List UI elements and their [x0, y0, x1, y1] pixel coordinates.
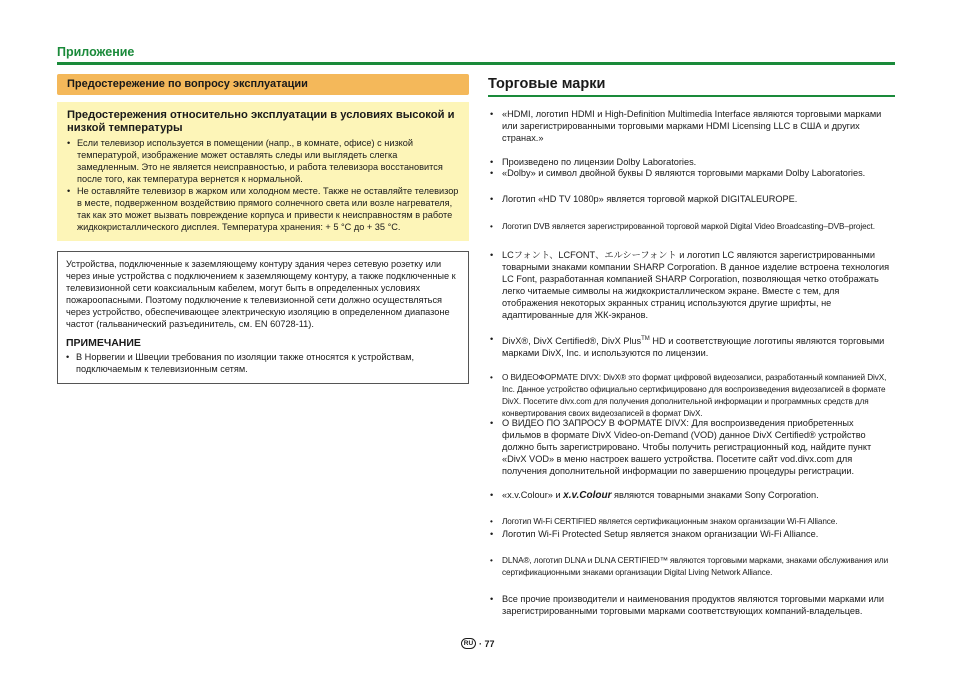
trademark-lc-font: • LCフォント、LCFONT、エルシーフォント и логотип LC являются зарегистрированными товарными знаками компании SHARP Corporation. В данное изделие встроена технология LC Font, разработанная компанией SHARP Corporation, позволяющая четко отображать легко читаемые символы на жидкокристаллическом экране. Вместе с тем, для отображения некоторых экранных страниц используются другие шрифты, не адаптированные для ЖК-экранов.: [490, 249, 895, 321]
tm-mark: TM: [641, 336, 650, 342]
divx-text-b: HD и соответствующие логотипы являются торговыми марками DivX, Inc. и используются по лицензии.: [502, 336, 885, 358]
page-number: [461, 638, 495, 649]
language-badge: RU: [461, 638, 476, 649]
trademark-wifi-certified: • Логотип Wi-Fi CERTIFIED является сертификационным знаком организации Wi-Fi Alliance.: [490, 516, 895, 528]
trademark-dlna: • DLNA®, логотип DLNA и DLNA CERTIFIED™ являются торговыми марками, знаками обслуживания или сертификационными знаками организации Digital Living Network Alliance.: [490, 555, 895, 579]
xvc-text-b: являются товарными знаками Sony Corporation.: [611, 490, 819, 500]
trademark-dvb: • Логотип DVB является зарегистрированной торговой маркой Digital Video Broadcasting–DVB–project.: [490, 221, 895, 233]
trademark-others: • Все прочие производители и наименования продуктов являются торговыми марками или зарегистрированными торговыми марками соответствующих компаний-владельцев.: [490, 593, 895, 617]
section-title: Приложение: [57, 45, 135, 59]
trademark-dolby-license: • Произведено по лицензии Dolby Laboratories.: [490, 156, 895, 168]
trademarks-title: Торговые марки: [488, 76, 606, 92]
xvc-text-a: «x.v.Colour» и: [502, 490, 564, 500]
temperature-heading: Предостережения относительно эксплуатации в условиях высокой и низкой температуры: [67, 109, 455, 134]
trademark-wifi-protected: • Логотип Wi-Fi Protected Setup является знаком организации Wi-Fi Alliance.: [490, 528, 895, 540]
note-list: [66, 351, 460, 375]
xvcolour-logo: x.v.Colour: [563, 490, 612, 501]
note-heading: ПРИМЕЧАНИЕ: [66, 337, 141, 349]
page-number-text: · 77: [479, 638, 495, 649]
divx-text-a: DivX®, DivX Certified®, DivX Plus: [502, 336, 642, 346]
grounding-text: Устройства, подключенные к заземляющему контуру здания через сетевую розетку или через иные устройства с подключением к заземляющему контуру, а также подключенные к телевизионной сети коаксиальным кабелем, могут быть в определенных условиях пожароопасными. Поэтому подключение к телевизионной сети должно осуществляться через устройство, обеспечивающее электрическую изоляцию в определенном диапазоне частот (гальванический разъединитель, см. EN 60728-11).: [66, 259, 456, 329]
grounding-warning-box: [57, 251, 469, 384]
list-item: • В Норвегии и Швеции требования по изоляции также относятся к устройствам, подключаемым к телевизионным сетям.: [66, 351, 460, 375]
trademark-dolby: • «Dolby» и символ двойной буквы D являются торговыми марками Dolby Laboratories.: [490, 167, 895, 179]
left-column: [57, 74, 469, 384]
trademark-divx-video: • О ВИДЕОФОРМАТЕ DIVX: DivX® это формат цифровой видеозаписи, разработанный компанией DivX, Inc. Данное устройство официально сертифицировано для воспроизведения видеозаписей в формате DivX. Посетите divx.com для получения дополнительной информации и программных средств для конвертирования своих видеозаписей в формат DivX.: [490, 372, 895, 420]
trademark-hdmi: • «HDMI, логотип HDMI и High-Definition Multimedia Interface являются торговыми марками или зарегистрированными торговыми марками HDMI Licensing LLC в США и других странах.»: [490, 108, 895, 144]
trademarks-divider: [488, 95, 895, 97]
trademark-xvcolour: [490, 489, 895, 502]
caution-bar-title: Предостережение по вопросу эксплуатации: [57, 74, 469, 95]
temperature-warning-box: [57, 102, 469, 241]
list-item: • Не оставляйте телевизор в жарком или холодном месте. Также не оставляйте телевизор в месте, подверженном воздействию прямого солнечного света или возле нагревателя, так как это может вызвать повреждение корпуса и привести к неисправностям в работе жидкокристаллического дисплея. Температура хранения: + 5 °C до + 35 °C.: [67, 185, 459, 233]
section-divider: [57, 62, 895, 65]
trademark-hdtv: • Логотип «HD TV 1080p» является торговой маркой DIGITALEUROPE.: [490, 193, 895, 205]
list-item: • Если телевизор используется в помещении (напр., в комнате, офисе) с низкой температурой, изображение может оставлять следы или выглядеть слегка замедленным. Это не является неисправностью, и работа телевизора восстановится после того, как температура вернется к нормальной.: [67, 137, 459, 185]
trademark-divx-vod: • О ВИДЕО ПО ЗАПРОСУ В ФОРМАТЕ DIVX: Для воспроизведения приобретенных фильмов в формате DivX Video-on-Demand (VOD) данное DivX Certified® устройство должно быть зарегистрировано. Чтобы получить регистрационный код, найдите пункт «DivX VOD» в меню настроек вашего устройства. Посетите сайт vod.divx.com для получения дополнительной информации по завершению процедуры регистрации.: [490, 417, 895, 477]
temperature-list: [67, 137, 459, 233]
trademark-divx: [490, 333, 895, 359]
